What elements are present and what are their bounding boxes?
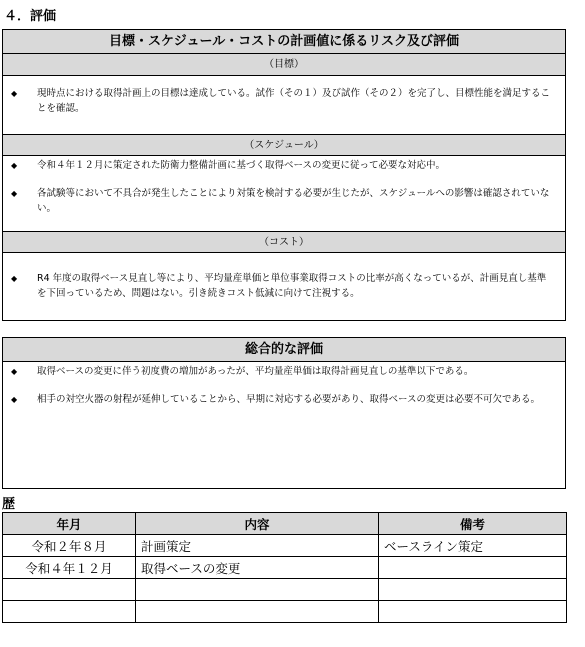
- schedule-body: [3, 156, 565, 231]
- overall-title: 総合的な評価: [3, 338, 565, 362]
- content-cell: [136, 601, 379, 623]
- cost-body: [3, 253, 565, 301]
- goal-body: [3, 76, 565, 134]
- remarks-cell: ベースライン策定: [379, 535, 567, 557]
- bullet-icon: ◆: [11, 189, 18, 198]
- list-item: [3, 364, 565, 379]
- column-header-content: 内容: [136, 513, 379, 535]
- content-cell: 取得ベースの変更: [136, 557, 379, 579]
- date-cell: 令和２年８月: [3, 535, 136, 557]
- risk-box-title: 目標・スケジュール・コストの計画値に係るリスク及び評価: [3, 30, 565, 54]
- remarks-cell: [379, 557, 567, 579]
- column-header-remarks: 備考: [379, 513, 567, 535]
- bullet-icon: ◆: [11, 367, 18, 376]
- cost-item-text: R4 年度の取得ベース見直し等により、平均量産単価と単位事業取得コストの比率が高くなっているが、計画見直し基準を下回っているため、問題はない。引き続きコスト低減に向けて注視する。: [37, 273, 547, 299]
- list-item: [3, 392, 565, 407]
- cost-header: （コスト）: [3, 231, 565, 253]
- table-row: [3, 579, 567, 601]
- list-item: [3, 86, 565, 116]
- risk-evaluation-box: [2, 29, 566, 321]
- date-cell: [3, 601, 136, 623]
- table-row: [3, 557, 567, 579]
- table-row: [3, 535, 567, 557]
- schedule-item-text: 令和４年１２月に策定された防衛力整備計画に基づく取得ベースの変更に従って必要な対応中。: [37, 160, 446, 171]
- bullet-icon: ◆: [11, 89, 18, 98]
- schedule-item-text: 各試験等において不具合が発生したことにより対策を検討する必要が生じたが、スケジュールへの影響は確認されていない。: [37, 188, 550, 214]
- column-header-date: 年月: [3, 513, 136, 535]
- remarks-cell: [379, 579, 567, 601]
- overall-body: [3, 362, 565, 407]
- goal-header: （目標）: [3, 54, 565, 76]
- bullet-icon: ◆: [11, 395, 18, 404]
- schedule-header: （スケジュール）: [3, 134, 565, 156]
- remarks-cell: [379, 601, 567, 623]
- table-header-row: [3, 513, 567, 535]
- table-row: [3, 601, 567, 623]
- bullet-icon: ◆: [11, 161, 18, 170]
- section-title: ４．評価: [4, 9, 57, 24]
- overall-item-text: 取得ベースの変更に伴う初度費の増加があったが、平均量産単価は取得計画見直しの基準以下である。: [37, 366, 474, 377]
- bullet-icon: ◆: [11, 274, 18, 283]
- content-cell: 計画策定: [136, 535, 379, 557]
- list-item: [3, 158, 565, 173]
- list-item: [3, 186, 565, 216]
- overall-item-text: 相手の対空火器の射程が延伸していることから、早期に対応する必要があり、取得ベースの変更は必要不可欠である。: [37, 394, 541, 405]
- date-cell: 令和４年１２月: [3, 557, 136, 579]
- content-cell: [136, 579, 379, 601]
- list-item: [3, 271, 565, 301]
- date-cell: [3, 579, 136, 601]
- goal-item-text: 現時点における取得計画上の目標は達成している。試作（その１）及び試作（その２）を完了し、目標性能を満足することを確認。: [37, 88, 551, 114]
- history-title: 歴: [2, 497, 16, 512]
- overall-evaluation-box: [2, 337, 566, 489]
- history-table: [2, 512, 567, 623]
